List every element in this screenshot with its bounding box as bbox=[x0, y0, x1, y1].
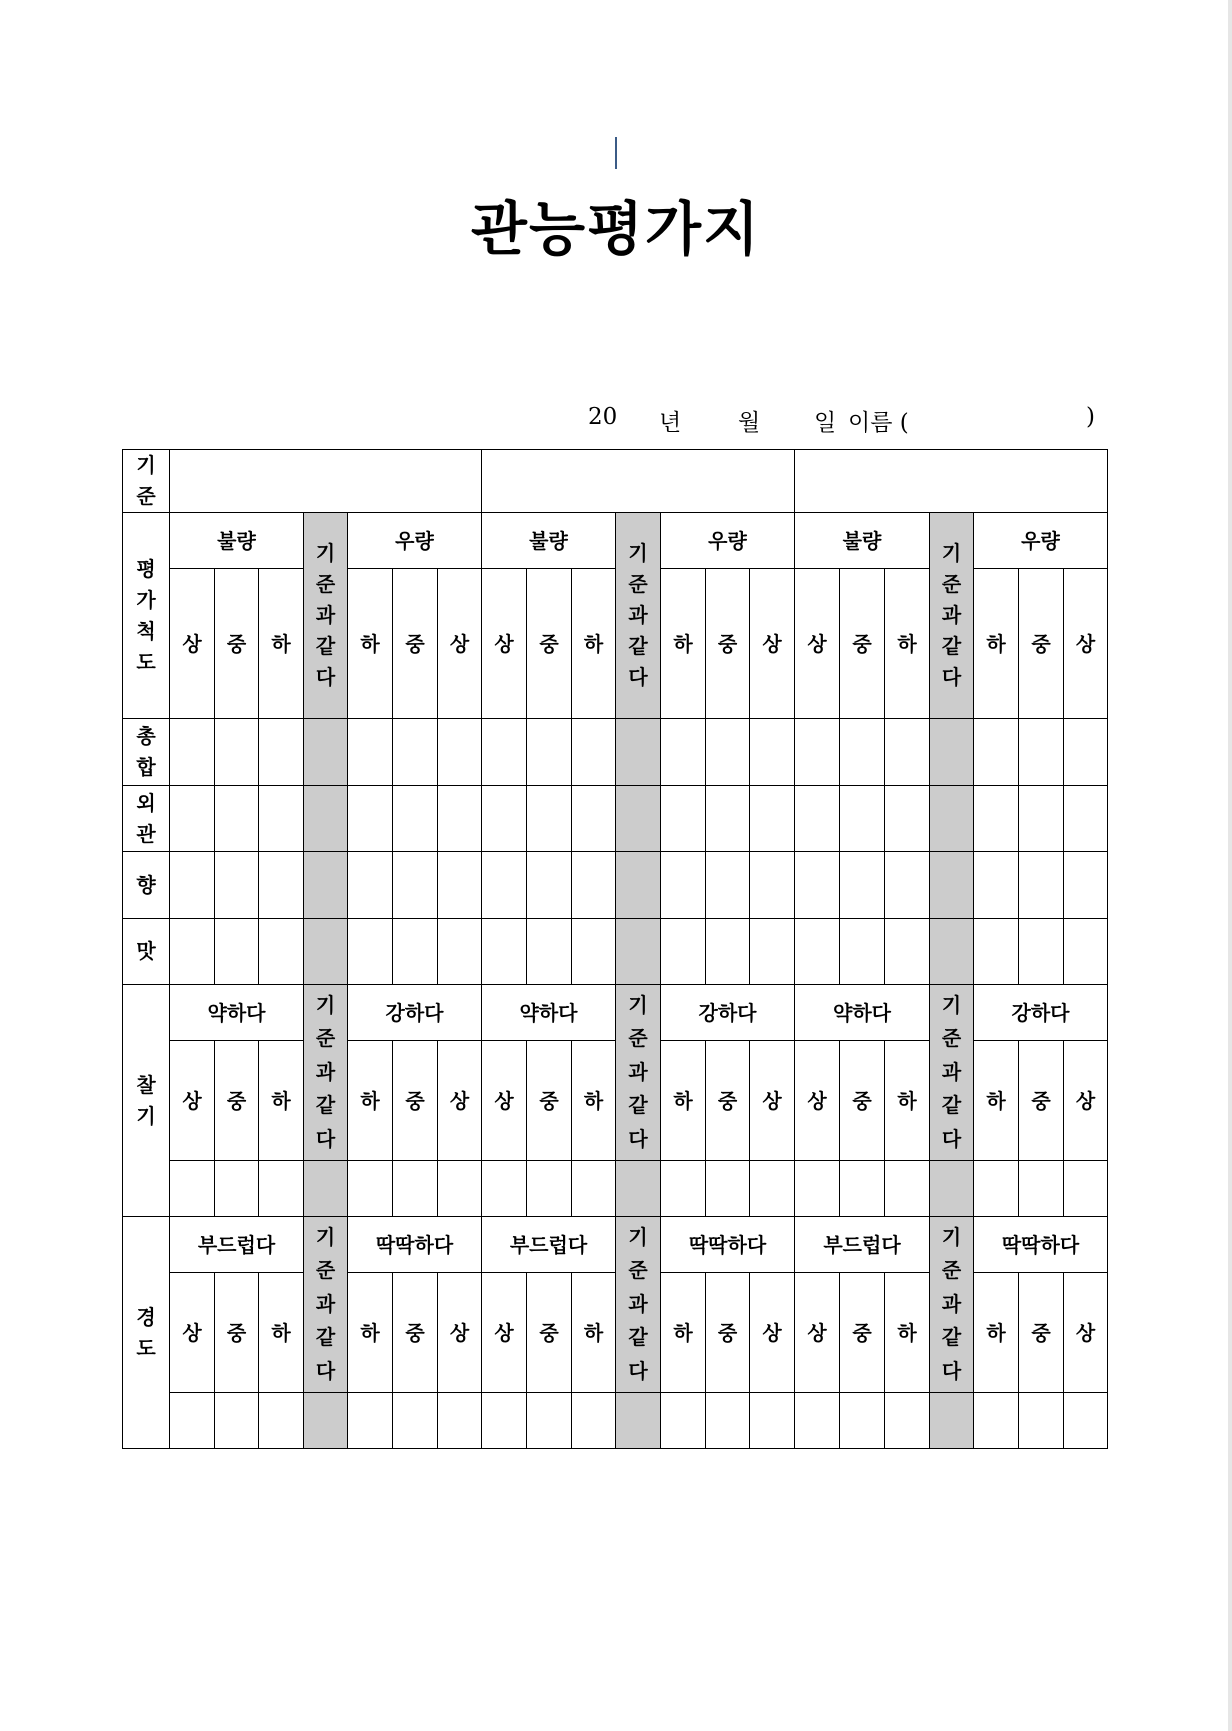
entry-cell[interactable] bbox=[348, 1393, 393, 1449]
scale-header-left: 약하다 bbox=[795, 985, 930, 1041]
table-row bbox=[123, 513, 1108, 569]
scale-level-low: 하 bbox=[885, 569, 930, 719]
scale-header-left: 불량 bbox=[795, 513, 930, 569]
scale-level-high: 상 bbox=[170, 1273, 215, 1393]
entry-cell[interactable] bbox=[1019, 1393, 1064, 1449]
entry-cell[interactable] bbox=[215, 719, 259, 786]
entry-cell[interactable] bbox=[215, 852, 259, 919]
entry-cell[interactable] bbox=[170, 1161, 215, 1217]
scale-level-mid: 중 bbox=[393, 1273, 438, 1393]
entry-cell[interactable] bbox=[572, 852, 616, 919]
scale-level-low: 하 bbox=[259, 1041, 304, 1161]
table-row bbox=[123, 1161, 1108, 1217]
scale-level-high: 상 bbox=[170, 1041, 215, 1161]
scale-header-right: 강하다 bbox=[661, 985, 795, 1041]
entry-cell[interactable] bbox=[1064, 852, 1108, 919]
entry-cell[interactable] bbox=[974, 719, 1019, 786]
table-row bbox=[123, 450, 1108, 513]
entry-cell[interactable] bbox=[572, 719, 616, 786]
row-label-criteria-text: 기준 bbox=[136, 453, 156, 508]
same-as-reference bbox=[616, 513, 661, 719]
same-as-reference-text: 기준과같다 bbox=[941, 541, 962, 689]
row-label-taste bbox=[123, 919, 170, 985]
entry-cell[interactable] bbox=[572, 919, 616, 985]
reference-cell bbox=[930, 852, 974, 919]
row-label-overall bbox=[123, 719, 170, 786]
entry-cell[interactable] bbox=[795, 852, 840, 919]
row-label-scale-text: 평가척도 bbox=[136, 556, 156, 674]
reference-cell bbox=[304, 919, 348, 985]
row-label-appearance-text: 외관 bbox=[136, 790, 156, 846]
row-label-aroma bbox=[123, 852, 170, 919]
entry-cell[interactable] bbox=[527, 919, 572, 985]
entry-cell[interactable] bbox=[438, 719, 482, 786]
entry-cell[interactable] bbox=[259, 919, 304, 985]
row-label-stickiness-text: 찰기 bbox=[136, 1072, 156, 1128]
table-row bbox=[123, 985, 1108, 1041]
entry-cell[interactable] bbox=[1019, 719, 1064, 786]
scale-level-low: 하 bbox=[885, 1273, 930, 1393]
evaluation-table bbox=[122, 449, 1108, 1449]
scale-header-left: 부드럽다 bbox=[795, 1217, 930, 1273]
criteria-sample-3[interactable] bbox=[795, 450, 1108, 513]
scale-level-low: 하 bbox=[348, 1273, 393, 1393]
row-label-stickiness bbox=[123, 985, 170, 1217]
reference-cell bbox=[616, 919, 661, 985]
entry-cell[interactable] bbox=[170, 1393, 215, 1449]
reference-cell bbox=[616, 852, 661, 919]
reference-cell bbox=[304, 719, 348, 786]
entry-cell[interactable] bbox=[840, 919, 885, 985]
reference-cell bbox=[930, 786, 974, 852]
scale-level-mid: 중 bbox=[393, 1041, 438, 1161]
entry-cell[interactable] bbox=[1064, 786, 1108, 852]
entry-cell[interactable] bbox=[482, 852, 527, 919]
scale-level-mid: 중 bbox=[215, 1273, 259, 1393]
month-label: 월 bbox=[738, 410, 761, 436]
name-label: 이름 ( bbox=[848, 410, 909, 436]
entry-cell[interactable] bbox=[438, 852, 482, 919]
page-title: 관능평가지 bbox=[470, 195, 762, 263]
entry-cell[interactable] bbox=[482, 786, 527, 852]
entry-cell[interactable] bbox=[527, 852, 572, 919]
entry-cell[interactable] bbox=[1064, 1161, 1108, 1217]
scale-header-right: 딱딱하다 bbox=[661, 1217, 795, 1273]
entry-cell[interactable] bbox=[885, 919, 930, 985]
scale-level-high: 상 bbox=[1064, 1041, 1108, 1161]
entry-cell[interactable] bbox=[661, 786, 706, 852]
scale-level-low: 하 bbox=[974, 1041, 1019, 1161]
entry-cell[interactable] bbox=[438, 1161, 482, 1217]
scale-header-left: 불량 bbox=[482, 513, 616, 569]
scale-level-low: 하 bbox=[572, 1041, 616, 1161]
row-label-criteria bbox=[123, 450, 170, 513]
entry-cell[interactable] bbox=[1019, 919, 1064, 985]
reference-cell bbox=[304, 852, 348, 919]
scale-level-mid: 중 bbox=[706, 1041, 750, 1161]
reference-cell bbox=[304, 786, 348, 852]
scale-level-low: 하 bbox=[661, 1041, 706, 1161]
entry-cell[interactable] bbox=[885, 1161, 930, 1217]
entry-cell[interactable] bbox=[393, 1393, 438, 1449]
entry-cell[interactable] bbox=[795, 1393, 840, 1449]
scale-level-low: 하 bbox=[572, 1273, 616, 1393]
entry-cell[interactable] bbox=[572, 1161, 616, 1217]
entry-cell[interactable] bbox=[706, 1393, 750, 1449]
entry-cell[interactable] bbox=[215, 786, 259, 852]
same-as-reference-text: 기준과같다 bbox=[315, 541, 336, 689]
entry-cell[interactable] bbox=[527, 1161, 572, 1217]
scale-level-mid: 중 bbox=[527, 569, 572, 719]
entry-cell[interactable] bbox=[170, 786, 215, 852]
entry-cell[interactable] bbox=[527, 719, 572, 786]
entry-cell[interactable] bbox=[974, 919, 1019, 985]
same-as-reference bbox=[616, 985, 661, 1161]
entry-cell[interactable] bbox=[259, 852, 304, 919]
row-label-aroma-text: 향 bbox=[136, 872, 156, 897]
entry-cell[interactable] bbox=[215, 1161, 259, 1217]
criteria-sample-1[interactable] bbox=[170, 450, 482, 513]
entry-cell[interactable] bbox=[1064, 1393, 1108, 1449]
scale-level-low: 하 bbox=[572, 569, 616, 719]
entry-cell[interactable] bbox=[840, 786, 885, 852]
entry-cell[interactable] bbox=[393, 719, 438, 786]
reference-cell bbox=[616, 1393, 661, 1449]
scale-level-high: 상 bbox=[750, 569, 795, 719]
same-as-reference-text: 기준과같다 bbox=[315, 992, 336, 1151]
same-as-reference-text: 기준과같다 bbox=[628, 992, 648, 1151]
scale-level-high: 상 bbox=[482, 1041, 527, 1161]
entry-cell[interactable] bbox=[215, 1393, 259, 1449]
entry-cell[interactable] bbox=[393, 852, 438, 919]
entry-cell[interactable] bbox=[170, 719, 215, 786]
reference-cell bbox=[930, 1161, 974, 1217]
entry-cell[interactable] bbox=[661, 1161, 706, 1217]
entry-cell[interactable] bbox=[348, 852, 393, 919]
entry-cell[interactable] bbox=[1064, 719, 1108, 786]
entry-cell[interactable] bbox=[348, 786, 393, 852]
scale-level-mid: 중 bbox=[1019, 1041, 1064, 1161]
scale-level-mid: 중 bbox=[840, 569, 885, 719]
scale-level-high: 상 bbox=[438, 569, 482, 719]
same-as-reference bbox=[304, 985, 348, 1161]
scale-level-high: 상 bbox=[795, 569, 840, 719]
name-close: ) bbox=[1086, 404, 1095, 430]
table-row bbox=[123, 719, 1108, 786]
entry-cell[interactable] bbox=[974, 852, 1019, 919]
scale-level-high: 상 bbox=[750, 1041, 795, 1161]
entry-cell[interactable] bbox=[393, 1161, 438, 1217]
scale-header-right: 우량 bbox=[661, 513, 795, 569]
scale-level-low: 하 bbox=[348, 569, 393, 719]
entry-cell[interactable] bbox=[661, 852, 706, 919]
entry-cell[interactable] bbox=[259, 1393, 304, 1449]
scale-level-low: 하 bbox=[348, 1041, 393, 1161]
entry-cell[interactable] bbox=[795, 1161, 840, 1217]
row-label-taste-text: 맛 bbox=[136, 939, 156, 963]
same-as-reference bbox=[304, 1217, 348, 1393]
scale-level-mid: 중 bbox=[1019, 569, 1064, 719]
entry-cell[interactable] bbox=[348, 719, 393, 786]
scale-level-high: 상 bbox=[438, 1273, 482, 1393]
scale-header-left: 부드럽다 bbox=[170, 1217, 304, 1273]
entry-cell[interactable] bbox=[1019, 852, 1064, 919]
same-as-reference-text: 기준과같다 bbox=[628, 1224, 648, 1383]
reference-cell bbox=[930, 719, 974, 786]
entry-cell[interactable] bbox=[706, 852, 750, 919]
scale-level-low: 하 bbox=[885, 1041, 930, 1161]
scale-level-high: 상 bbox=[750, 1273, 795, 1393]
entry-cell[interactable] bbox=[795, 919, 840, 985]
scale-level-mid: 중 bbox=[840, 1041, 885, 1161]
scale-level-high: 상 bbox=[170, 569, 215, 719]
scale-header-left: 부드럽다 bbox=[482, 1217, 616, 1273]
entry-cell[interactable] bbox=[706, 1161, 750, 1217]
entry-cell[interactable] bbox=[1019, 1161, 1064, 1217]
row-label-hardness-text: 경도 bbox=[136, 1304, 156, 1360]
entry-cell[interactable] bbox=[974, 1161, 1019, 1217]
scale-level-mid: 중 bbox=[706, 569, 750, 719]
entry-cell[interactable] bbox=[885, 1393, 930, 1449]
entry-cell[interactable] bbox=[527, 1393, 572, 1449]
scale-header-left: 약하다 bbox=[170, 985, 304, 1041]
same-as-reference-text: 기준과같다 bbox=[628, 541, 648, 689]
scale-level-high: 상 bbox=[482, 569, 527, 719]
row-label-overall-text: 총합 bbox=[136, 724, 156, 779]
entry-cell[interactable] bbox=[885, 719, 930, 786]
entry-cell[interactable] bbox=[438, 786, 482, 852]
entry-cell[interactable] bbox=[706, 919, 750, 985]
day-label: 일 bbox=[814, 410, 837, 436]
criteria-sample-2[interactable] bbox=[482, 450, 795, 513]
entry-cell[interactable] bbox=[840, 852, 885, 919]
scale-level-mid: 중 bbox=[393, 569, 438, 719]
table-row bbox=[123, 1393, 1108, 1449]
same-as-reference bbox=[930, 513, 974, 719]
entry-cell[interactable] bbox=[393, 919, 438, 985]
entry-cell[interactable] bbox=[482, 719, 527, 786]
scale-header-right: 우량 bbox=[974, 513, 1108, 569]
entry-cell[interactable] bbox=[795, 786, 840, 852]
scale-level-high: 상 bbox=[482, 1273, 527, 1393]
entry-cell[interactable] bbox=[840, 719, 885, 786]
scale-header-right: 강하다 bbox=[348, 985, 482, 1041]
scale-level-low: 하 bbox=[661, 1273, 706, 1393]
scale-level-high: 상 bbox=[795, 1273, 840, 1393]
reference-cell bbox=[616, 1161, 661, 1217]
entry-cell[interactable] bbox=[885, 852, 930, 919]
same-as-reference bbox=[616, 1217, 661, 1393]
scale-header-right: 강하다 bbox=[974, 985, 1108, 1041]
entry-cell[interactable] bbox=[170, 919, 215, 985]
row-label-appearance bbox=[123, 786, 170, 852]
scale-level-mid: 중 bbox=[527, 1041, 572, 1161]
scale-level-high: 상 bbox=[1064, 569, 1108, 719]
entry-cell[interactable] bbox=[706, 786, 750, 852]
same-as-reference bbox=[930, 1217, 974, 1393]
scale-level-low: 하 bbox=[974, 569, 1019, 719]
scale-header-left: 불량 bbox=[170, 513, 304, 569]
same-as-reference bbox=[304, 513, 348, 719]
entry-cell[interactable] bbox=[661, 719, 706, 786]
table-row bbox=[123, 786, 1108, 852]
reference-cell bbox=[304, 1161, 348, 1217]
same-as-reference bbox=[930, 985, 974, 1161]
entry-cell[interactable] bbox=[438, 919, 482, 985]
scale-level-mid: 중 bbox=[840, 1273, 885, 1393]
entry-cell[interactable] bbox=[750, 919, 795, 985]
scale-level-mid: 중 bbox=[1019, 1273, 1064, 1393]
same-as-reference-text: 기준과같다 bbox=[941, 1224, 962, 1383]
entry-cell[interactable] bbox=[661, 919, 706, 985]
scale-header-left: 약하다 bbox=[482, 985, 616, 1041]
entry-cell[interactable] bbox=[750, 1161, 795, 1217]
entry-cell[interactable] bbox=[706, 719, 750, 786]
scale-level-mid: 중 bbox=[215, 1041, 259, 1161]
entry-cell[interactable] bbox=[393, 786, 438, 852]
scale-header-right: 딱딱하다 bbox=[348, 1217, 482, 1273]
scale-level-mid: 중 bbox=[527, 1273, 572, 1393]
entry-cell[interactable] bbox=[750, 719, 795, 786]
entry-cell[interactable] bbox=[750, 1393, 795, 1449]
reference-cell bbox=[930, 919, 974, 985]
same-as-reference-text: 기준과같다 bbox=[941, 992, 962, 1151]
scale-level-low: 하 bbox=[974, 1273, 1019, 1393]
entry-cell[interactable] bbox=[885, 786, 930, 852]
table-row bbox=[123, 1217, 1108, 1273]
entry-cell[interactable] bbox=[527, 786, 572, 852]
entry-cell[interactable] bbox=[482, 1393, 527, 1449]
scale-level-mid: 중 bbox=[706, 1273, 750, 1393]
reference-cell bbox=[616, 786, 661, 852]
entry-cell[interactable] bbox=[795, 719, 840, 786]
row-label-hardness bbox=[123, 1217, 170, 1449]
row-label-scale bbox=[123, 513, 170, 719]
table-row bbox=[123, 919, 1108, 985]
reference-cell bbox=[304, 1393, 348, 1449]
scale-level-mid: 중 bbox=[215, 569, 259, 719]
entry-cell[interactable] bbox=[348, 1161, 393, 1217]
reference-cell bbox=[616, 719, 661, 786]
entry-cell[interactable] bbox=[572, 786, 616, 852]
table-row bbox=[123, 852, 1108, 919]
scale-level-high: 상 bbox=[795, 1041, 840, 1161]
year-prefix: 20 bbox=[588, 404, 618, 430]
text-cursor bbox=[615, 137, 617, 169]
entry-cell[interactable] bbox=[259, 786, 304, 852]
entry-cell[interactable] bbox=[215, 919, 259, 985]
scale-level-high: 상 bbox=[438, 1041, 482, 1161]
entry-cell[interactable] bbox=[438, 1393, 482, 1449]
date-name-line bbox=[0, 404, 1232, 434]
year-label: 년 bbox=[659, 410, 682, 436]
scale-level-low: 하 bbox=[259, 1273, 304, 1393]
entry-cell[interactable] bbox=[259, 719, 304, 786]
entry-cell[interactable] bbox=[170, 852, 215, 919]
entry-cell[interactable] bbox=[661, 1393, 706, 1449]
entry-cell[interactable] bbox=[840, 1393, 885, 1449]
entry-cell[interactable] bbox=[974, 786, 1019, 852]
entry-cell[interactable] bbox=[482, 919, 527, 985]
scale-level-low: 하 bbox=[259, 569, 304, 719]
entry-cell[interactable] bbox=[840, 1161, 885, 1217]
same-as-reference-text: 기준과같다 bbox=[315, 1224, 336, 1383]
entry-cell[interactable] bbox=[1019, 786, 1064, 852]
scale-level-high: 상 bbox=[1064, 1273, 1108, 1393]
entry-cell[interactable] bbox=[482, 1161, 527, 1217]
reference-cell bbox=[930, 1393, 974, 1449]
scale-header-right: 딱딱하다 bbox=[974, 1217, 1108, 1273]
entry-cell[interactable] bbox=[750, 786, 795, 852]
entry-cell[interactable] bbox=[348, 919, 393, 985]
scale-level-low: 하 bbox=[661, 569, 706, 719]
entry-cell[interactable] bbox=[1064, 919, 1108, 985]
entry-cell[interactable] bbox=[259, 1161, 304, 1217]
entry-cell[interactable] bbox=[974, 1393, 1019, 1449]
entry-cell[interactable] bbox=[750, 852, 795, 919]
entry-cell[interactable] bbox=[572, 1393, 616, 1449]
scale-header-right: 우량 bbox=[348, 513, 482, 569]
